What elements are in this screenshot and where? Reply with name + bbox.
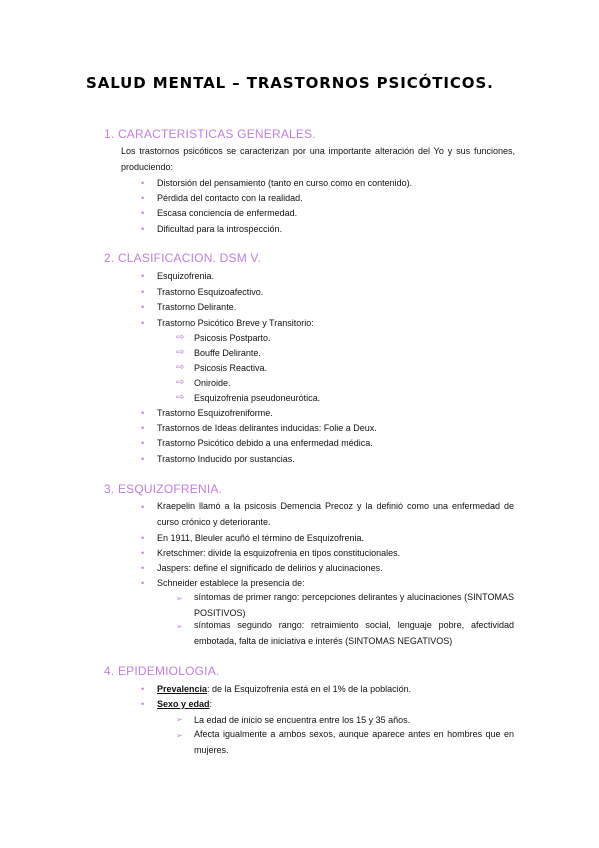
- item-label: Sexo y edad: [157, 699, 210, 709]
- list-item: Trastorno Esquizoafectivo.: [157, 287, 264, 297]
- list-item: Escasa conciencia de enfermedad.: [157, 208, 298, 218]
- chevron-icon: ➢: [176, 731, 183, 740]
- list-item: Trastorno Psicótico debido a una enfermedad médica.: [157, 438, 373, 448]
- list-item: Trastorno Esquizofreniforme.: [157, 408, 273, 418]
- section-heading-1: 1. CARACTERISTICAS GENERALES.: [104, 127, 316, 141]
- bullet-icon: •: [141, 578, 145, 588]
- arrow-icon: ⇨: [176, 377, 185, 388]
- list-item: [157, 698, 212, 710]
- bullet-icon: •: [141, 208, 145, 218]
- list-item: Jaspers: define el significado de delirios y alucinaciones.: [157, 563, 383, 573]
- list-item: En 1911, Bleuler acuñó el término de Esquizofrenia.: [157, 533, 364, 543]
- section-1-intro: Los trastornos psicóticos se caracterizan por una importante alteración del Yo y sus funciones, produciendo:: [121, 146, 515, 172]
- list-item: Schneider establece la presencia de:: [157, 578, 305, 588]
- sub-list-item: síntomas segundo rango: retraimiento social, lenguaje pobre, afectividad embotada, falta de iniciativa e interés (SINTOMAS NEGATIVOS): [194, 620, 514, 646]
- bullet-icon: •: [141, 287, 145, 297]
- bullet-icon: •: [141, 318, 145, 328]
- bullet-icon: •: [141, 438, 145, 448]
- sub-list-item: síntomas de primer rango: percepciones delirantes y alucinaciones (SINTOMAS POSITIVOS): [194, 592, 514, 618]
- section-heading-3: 3. ESQUIZOFRENIA.: [104, 482, 223, 496]
- sub-list-item: Psicosis Reactiva.: [194, 363, 268, 373]
- chevron-icon: ➢: [176, 622, 183, 631]
- sub-list-item: Oniroide.: [194, 378, 231, 388]
- bullet-icon: •: [141, 302, 145, 312]
- list-item: Distorsión del pensamiento (tanto en curso como en contenido).: [157, 178, 413, 188]
- bullet-icon: •: [141, 193, 145, 203]
- bullet-icon: •: [141, 271, 145, 281]
- chevron-icon: ➢: [176, 715, 183, 724]
- sub-list-item: Esquizofrenia pseudoneurótica.: [194, 393, 321, 403]
- section-heading-4: 4. EPIDEMIOLOGIA.: [104, 664, 220, 678]
- bullet-icon: •: [141, 699, 145, 709]
- section-heading-2: 2. CLASIFICACION. DSM V.: [104, 251, 262, 265]
- sub-list-item: Psicosis Postparto.: [194, 333, 271, 343]
- list-item: Trastornos de Ideas delirantes inducidas: Folie a Deux.: [157, 423, 377, 433]
- arrow-icon: ⇨: [176, 392, 185, 403]
- bullet-icon: •: [141, 454, 145, 464]
- sub-list-item: La edad de inicio se encuentra entre los 15 y 35 años.: [194, 715, 411, 725]
- item-text: :: [209, 699, 213, 709]
- list-item: Trastorno Psicótico Breve y Transitorio:: [157, 318, 314, 328]
- list-item: Trastorno Inducido por sustancias.: [157, 454, 295, 464]
- list-item: Kraepelin llamó a la psicosis Demencia Precoz y la definió como una enfermedad de curso crónico y deteriorante.: [157, 501, 514, 527]
- bullet-icon: •: [141, 502, 145, 512]
- sub-list-item: Afecta igualmente a ambos sexos, aunque aparece antes en hombres que en mujeres.: [194, 729, 514, 755]
- bullet-icon: •: [141, 563, 145, 573]
- document-title: SALUD MENTAL – TRASTORNOS PSICÓTICOS.: [86, 74, 494, 92]
- list-item: Trastorno Delirante.: [157, 302, 237, 312]
- bullet-icon: •: [141, 224, 145, 234]
- bullet-icon: •: [141, 178, 145, 188]
- list-item: [157, 683, 411, 695]
- bullet-icon: •: [141, 533, 145, 543]
- list-item: Kretschmer: divide la esquizofrenia en tipos constitucionales.: [157, 548, 401, 558]
- chevron-icon: ➢: [176, 594, 183, 603]
- arrow-icon: ⇨: [176, 362, 185, 373]
- item-label: Prevalencia: [157, 684, 208, 694]
- bullet-icon: •: [141, 684, 145, 694]
- arrow-icon: ⇨: [176, 332, 185, 343]
- item-text: : de la Esquizofrenia está en el 1% de la población.: [207, 684, 412, 694]
- bullet-icon: •: [141, 408, 145, 418]
- sub-list-item: Bouffe Delirante.: [194, 348, 261, 358]
- arrow-icon: ⇨: [176, 347, 185, 358]
- bullet-icon: •: [141, 423, 145, 433]
- list-item: Pérdida del contacto con la realidad.: [157, 193, 303, 203]
- bullet-icon: •: [141, 548, 145, 558]
- list-item: Esquizofrenia.: [157, 271, 215, 281]
- list-item: Dificultad para la introspección.: [157, 224, 283, 234]
